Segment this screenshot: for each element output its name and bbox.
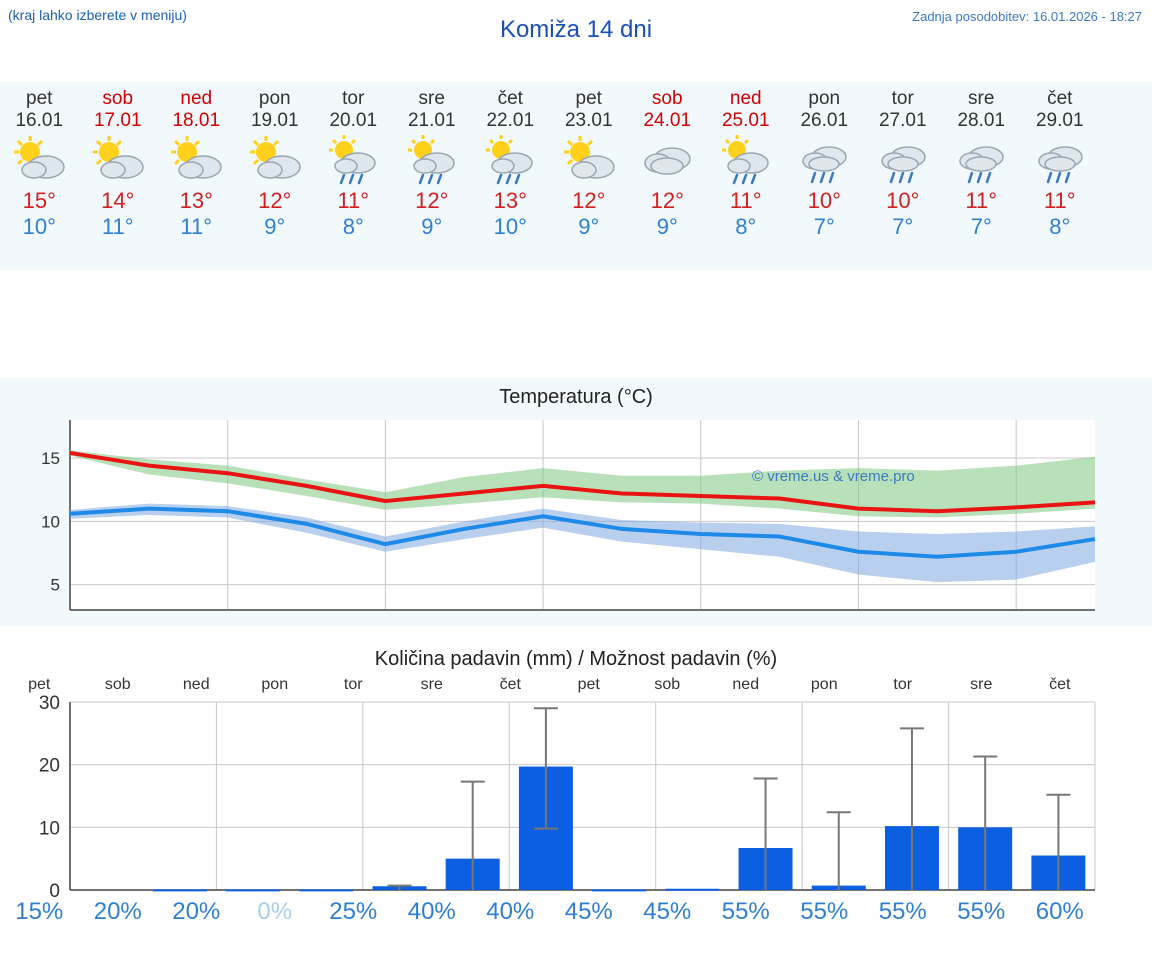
- day-tmax: 10°: [807, 188, 841, 213]
- precip-day-label: tor: [893, 676, 913, 693]
- svg-text:20: 20: [38, 755, 60, 777]
- precip-day-label: ned: [732, 676, 760, 693]
- precip-day-label: sre: [970, 676, 993, 693]
- day-tmin: 7°: [813, 214, 835, 239]
- day-tmin: 9°: [264, 214, 286, 239]
- forecast-day[interactable]: [236, 82, 315, 270]
- precip-chance: 20%: [93, 898, 142, 925]
- day-date: 26.01: [800, 110, 849, 131]
- day-tmin: 9°: [656, 214, 678, 239]
- precip-chance: 45%: [643, 898, 692, 925]
- svg-text:10: 10: [38, 818, 60, 840]
- day-weekday: pon: [808, 88, 841, 109]
- precipitation-chart: [0, 690, 1152, 910]
- precip-day-label: pet: [577, 676, 600, 693]
- precip-chance: 55%: [878, 898, 927, 925]
- precip-day-label: čet: [499, 676, 521, 693]
- location-menu-note[interactable]: (kraj lahko izberete v meniju): [8, 7, 187, 23]
- forecast-day[interactable]: [393, 82, 472, 270]
- forecast-day[interactable]: [628, 82, 707, 270]
- day-tmin: 11°: [180, 214, 213, 239]
- temperature-chart: [0, 378, 1152, 626]
- day-tmax: 13°: [493, 188, 527, 213]
- cloud-rain-icon: [864, 132, 943, 188]
- svg-text:15: 15: [41, 449, 60, 468]
- day-weekday: pon: [258, 88, 291, 109]
- forecast-day[interactable]: [942, 82, 1021, 270]
- day-tmax: 15°: [22, 188, 56, 213]
- day-date: 23.01: [564, 110, 613, 131]
- day-tmax: 11°: [965, 188, 998, 213]
- forecast-day[interactable]: [314, 82, 393, 270]
- day-tmax: 13°: [179, 188, 213, 213]
- day-date: 20.01: [329, 110, 378, 131]
- precip-chance: 55%: [957, 898, 1006, 925]
- page-header: [0, 0, 1152, 60]
- forecast-day[interactable]: [471, 82, 550, 270]
- precipitation-chart-title: Količina padavin (mm) / Možnost padavin (%): [374, 648, 778, 670]
- day-tmax: 11°: [337, 188, 370, 213]
- day-tmin: 7°: [970, 214, 992, 239]
- day-tmin: 9°: [421, 214, 443, 239]
- day-tmin: 8°: [735, 214, 757, 239]
- precip-chance: 45%: [564, 898, 613, 925]
- cloud-rain-icon: [785, 132, 864, 188]
- day-date: 21.01: [407, 110, 456, 131]
- sun-cloud-rain-icon: [471, 132, 550, 188]
- day-tmax: 12°: [258, 188, 292, 213]
- precip-day-label: sre: [420, 676, 443, 693]
- last-update-text: Zadnja posodobitev: 16.01.2026 - 18:27: [912, 9, 1142, 24]
- precip-chance: 15%: [15, 898, 64, 925]
- precip-day-label: pet: [28, 676, 51, 693]
- cloud-rain-icon: [942, 132, 1021, 188]
- day-tmin: 10°: [22, 214, 56, 239]
- day-weekday: čet: [1047, 88, 1073, 109]
- sun-cloud-rain-icon: [707, 132, 786, 188]
- forecast-day[interactable]: [550, 82, 629, 270]
- sun-cloud-icon: [550, 132, 629, 188]
- day-tmax: 12°: [572, 188, 606, 213]
- day-date: 19.01: [250, 110, 299, 131]
- sun-cloud-icon: [79, 132, 158, 188]
- sun-cloud-rain-icon: [393, 132, 472, 188]
- svg-text:5: 5: [50, 575, 60, 595]
- precip-day-label: sob: [104, 676, 131, 693]
- forecast-days: [0, 82, 1152, 270]
- day-tmin: 9°: [578, 214, 600, 239]
- day-tmax: 11°: [729, 188, 762, 213]
- day-date: 29.01: [1035, 110, 1084, 131]
- day-weekday: pet: [26, 88, 53, 109]
- day-date: 22.01: [486, 110, 535, 131]
- forecast-day[interactable]: [0, 82, 79, 270]
- precip-day-label: sob: [654, 676, 681, 693]
- sun-cloud-rain-icon: [314, 132, 393, 188]
- day-date: 27.01: [878, 110, 927, 131]
- precip-chance: 60%: [1035, 898, 1084, 925]
- svg-text:0: 0: [49, 881, 60, 902]
- day-tmax: 12°: [650, 188, 684, 213]
- forecast-day[interactable]: [707, 82, 786, 270]
- precip-chance: 55%: [800, 898, 849, 925]
- day-weekday: sre: [968, 88, 995, 109]
- precip-chance-labels: [0, 898, 1152, 932]
- day-date: 18.01: [172, 110, 221, 131]
- day-tmin: 8°: [342, 214, 364, 239]
- precip-chance: 0%: [257, 898, 293, 925]
- page-title: Komiža 14 dni: [499, 16, 653, 43]
- temperature-chart-title: Temperatura (°C): [499, 386, 653, 408]
- forecast-day[interactable]: [864, 82, 943, 270]
- precip-day-label: tor: [343, 676, 363, 693]
- forecast-day[interactable]: [1021, 82, 1100, 270]
- day-weekday: tor: [342, 88, 365, 109]
- precip-chance: 25%: [329, 898, 378, 925]
- day-weekday: ned: [180, 88, 213, 109]
- forecast-strip: [0, 82, 1152, 270]
- day-weekday: sre: [418, 88, 445, 109]
- copyright-text: © vreme.us & vreme.pro: [752, 468, 915, 485]
- precip-day-label: pon: [261, 676, 289, 693]
- precip-chance: 55%: [721, 898, 770, 925]
- sun-cloud-icon: [157, 132, 236, 188]
- day-weekday: sob: [651, 88, 683, 109]
- day-tmax: 10°: [886, 188, 920, 213]
- day-weekday: tor: [891, 88, 914, 109]
- forecast-day[interactable]: [79, 82, 158, 270]
- day-tmin: 11°: [101, 214, 134, 239]
- day-date: 28.01: [957, 110, 1006, 131]
- day-weekday: sob: [102, 88, 134, 109]
- day-date: 17.01: [93, 110, 142, 131]
- day-tmax: 11°: [1043, 188, 1076, 213]
- sun-cloud-icon: [0, 132, 79, 188]
- day-weekday: pet: [575, 88, 602, 109]
- svg-text:10: 10: [41, 512, 60, 532]
- svg-text:30: 30: [38, 693, 60, 714]
- day-date: 25.01: [721, 110, 770, 131]
- precip-day-label: čet: [1049, 676, 1071, 693]
- precip-chance: 40%: [486, 898, 535, 925]
- cloud-rain-icon: [1021, 132, 1100, 188]
- precip-day-label: pon: [810, 676, 838, 693]
- day-tmin: 8°: [1049, 214, 1071, 239]
- day-date: 24.01: [643, 110, 692, 131]
- day-tmax: 14°: [101, 188, 135, 213]
- day-date: 16.01: [15, 110, 64, 131]
- day-weekday: čet: [497, 88, 523, 109]
- day-tmin: 7°: [892, 214, 914, 239]
- day-weekday: ned: [729, 88, 762, 109]
- sun-cloud-icon: [236, 132, 315, 188]
- precip-chance: 40%: [407, 898, 456, 925]
- precip-chance: 20%: [172, 898, 221, 925]
- precip-day-label: ned: [182, 676, 210, 693]
- forecast-day[interactable]: [785, 82, 864, 270]
- day-tmin: 10°: [493, 214, 527, 239]
- cloud-icon: [628, 132, 707, 188]
- forecast-day[interactable]: [157, 82, 236, 270]
- day-tmax: 12°: [415, 188, 449, 213]
